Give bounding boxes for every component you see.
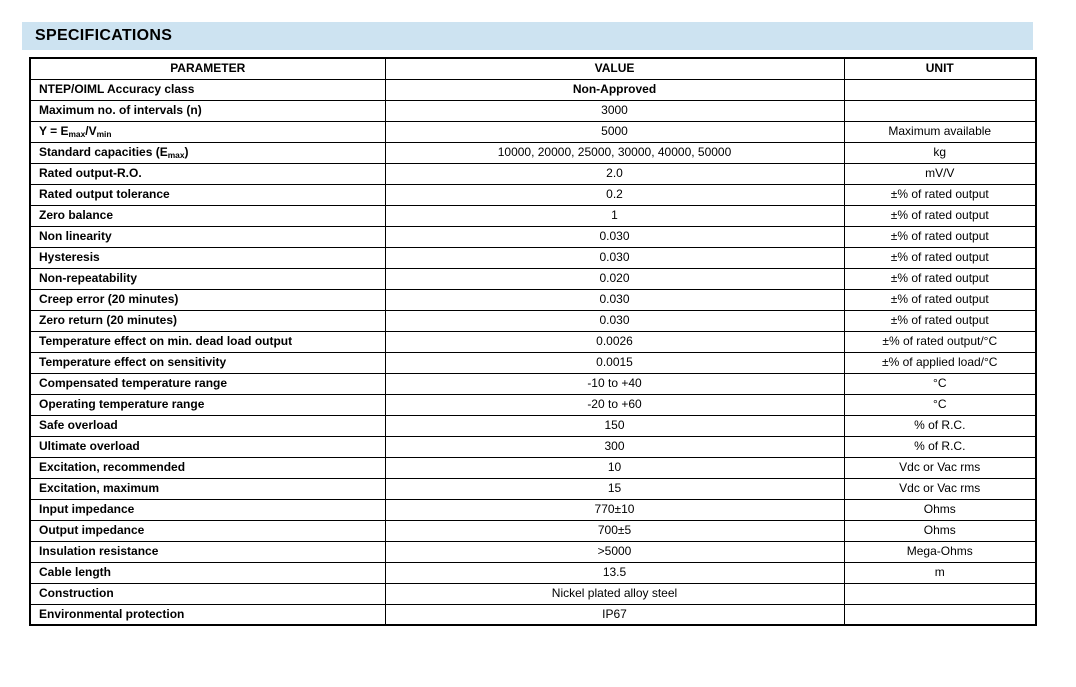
table-row [30,100,1036,121]
column-header-value: VALUE [385,58,844,79]
unit-cell [844,79,1036,100]
value-cell: 770±10 [385,499,844,520]
value-cell: Non-Approved [385,79,844,100]
unit-cell: ±% of rated output/°C [844,331,1036,352]
unit-cell: °C [844,373,1036,394]
unit-cell: °C [844,394,1036,415]
table-row [30,604,1036,625]
parameter-cell: Input impedance [30,499,385,520]
parameter-cell: Operating temperature range [30,394,385,415]
unit-cell: ±% of rated output [844,289,1036,310]
value-cell: IP67 [385,604,844,625]
parameter-cell: Maximum no. of intervals (n) [30,100,385,121]
value-cell: >5000 [385,541,844,562]
table-row [30,415,1036,436]
table-row [30,373,1036,394]
value-cell: 0.030 [385,310,844,331]
value-cell: 1 [385,205,844,226]
value-cell: 0.2 [385,184,844,205]
spec-table-body [30,79,1036,625]
value-cell: 5000 [385,121,844,142]
unit-cell: Ohms [844,499,1036,520]
table-row [30,310,1036,331]
parameter-cell: Excitation, recommended [30,457,385,478]
section-header-band [22,22,1033,50]
unit-cell [844,604,1036,625]
table-row [30,268,1036,289]
value-cell: 0.030 [385,289,844,310]
parameter-cell: Rated output-R.O. [30,163,385,184]
unit-cell: ±% of applied load/°C [844,352,1036,373]
specifications-table-head [30,58,1036,79]
unit-cell: % of R.C. [844,415,1036,436]
value-cell: -20 to +60 [385,394,844,415]
parameter-cell: Temperature effect on sensitivity [30,352,385,373]
value-cell: 0.0026 [385,331,844,352]
value-cell: 10000, 20000, 25000, 30000, 40000, 50000 [385,142,844,163]
value-cell: 2.0 [385,163,844,184]
table-row [30,247,1036,268]
parameter-cell: Creep error (20 minutes) [30,289,385,310]
table-row [30,121,1036,142]
value-cell: 0.020 [385,268,844,289]
parameter-cell: Safe overload [30,415,385,436]
parameter-cell: Excitation, maximum [30,478,385,499]
table-row [30,79,1036,100]
parameter-cell: Cable length [30,562,385,583]
unit-cell: kg [844,142,1036,163]
value-cell: -10 to +40 [385,373,844,394]
table-row [30,331,1036,352]
parameter-cell: Non-repeatability [30,268,385,289]
table-row [30,289,1036,310]
table-row [30,163,1036,184]
unit-cell: ±% of rated output [844,310,1036,331]
parameter-cell: NTEP/OIML Accuracy class [30,79,385,100]
section-title: SPECIFICATIONS [35,27,173,44]
unit-cell: Maximum available [844,121,1036,142]
table-row [30,478,1036,499]
unit-cell: Ohms [844,520,1036,541]
table-row [30,520,1036,541]
unit-cell: mV/V [844,163,1036,184]
unit-cell: ±% of rated output [844,247,1036,268]
unit-cell: ±% of rated output [844,268,1036,289]
parameter-cell: Temperature effect on min. dead load output [30,331,385,352]
parameter-cell: Hysteresis [30,247,385,268]
unit-cell: Vdc or Vac rms [844,457,1036,478]
value-cell: 3000 [385,100,844,121]
parameter-cell: Standard capacities $(E_{max})$ [30,142,385,163]
value-cell: Nickel plated alloy steel [385,583,844,604]
table-row [30,499,1036,520]
value-cell: 0.0015 [385,352,844,373]
table-row [30,562,1036,583]
value-cell: 0.030 [385,226,844,247]
unit-cell: Mega-Ohms [844,541,1036,562]
column-header-unit: UNIT [844,58,1036,79]
unit-cell [844,583,1036,604]
value-cell: 700±5 [385,520,844,541]
parameter-cell: Output impedance [30,520,385,541]
table-row [30,226,1036,247]
parameter-cell: Rated output tolerance [30,184,385,205]
table-row [30,583,1036,604]
table-header-row [30,58,1036,79]
parameter-cell: Insulation resistance [30,541,385,562]
unit-cell: m [844,562,1036,583]
value-cell: 15 [385,478,844,499]
parameter-cell: Environmental protection [30,604,385,625]
table-row [30,436,1036,457]
parameter-cell: $Y = E_{max}/V_{min}$ [30,121,385,142]
parameter-cell: Zero balance [30,205,385,226]
unit-cell: ±% of rated output [844,184,1036,205]
unit-cell: Vdc or Vac rms [844,478,1036,499]
parameter-cell: Non linearity [30,226,385,247]
table-row [30,541,1036,562]
table-row [30,352,1036,373]
parameter-cell: Ultimate overload [30,436,385,457]
unit-cell: % of R.C. [844,436,1036,457]
parameter-cell: Zero return (20 minutes) [30,310,385,331]
value-cell: 150 [385,415,844,436]
table-row [30,142,1036,163]
unit-cell [844,100,1036,121]
value-cell: 13.5 [385,562,844,583]
value-cell: 0.030 [385,247,844,268]
parameter-cell: Compensated temperature range [30,373,385,394]
parameter-cell: Construction [30,583,385,604]
table-row [30,205,1036,226]
table-row [30,394,1036,415]
table-row [30,457,1036,478]
value-cell: 300 [385,436,844,457]
table-row [30,184,1036,205]
unit-cell: ±% of rated output [844,205,1036,226]
value-cell: 10 [385,457,844,478]
column-header-parameter: PARAMETER [30,58,385,79]
specifications-table [29,57,1037,626]
unit-cell: ±% of rated output [844,226,1036,247]
